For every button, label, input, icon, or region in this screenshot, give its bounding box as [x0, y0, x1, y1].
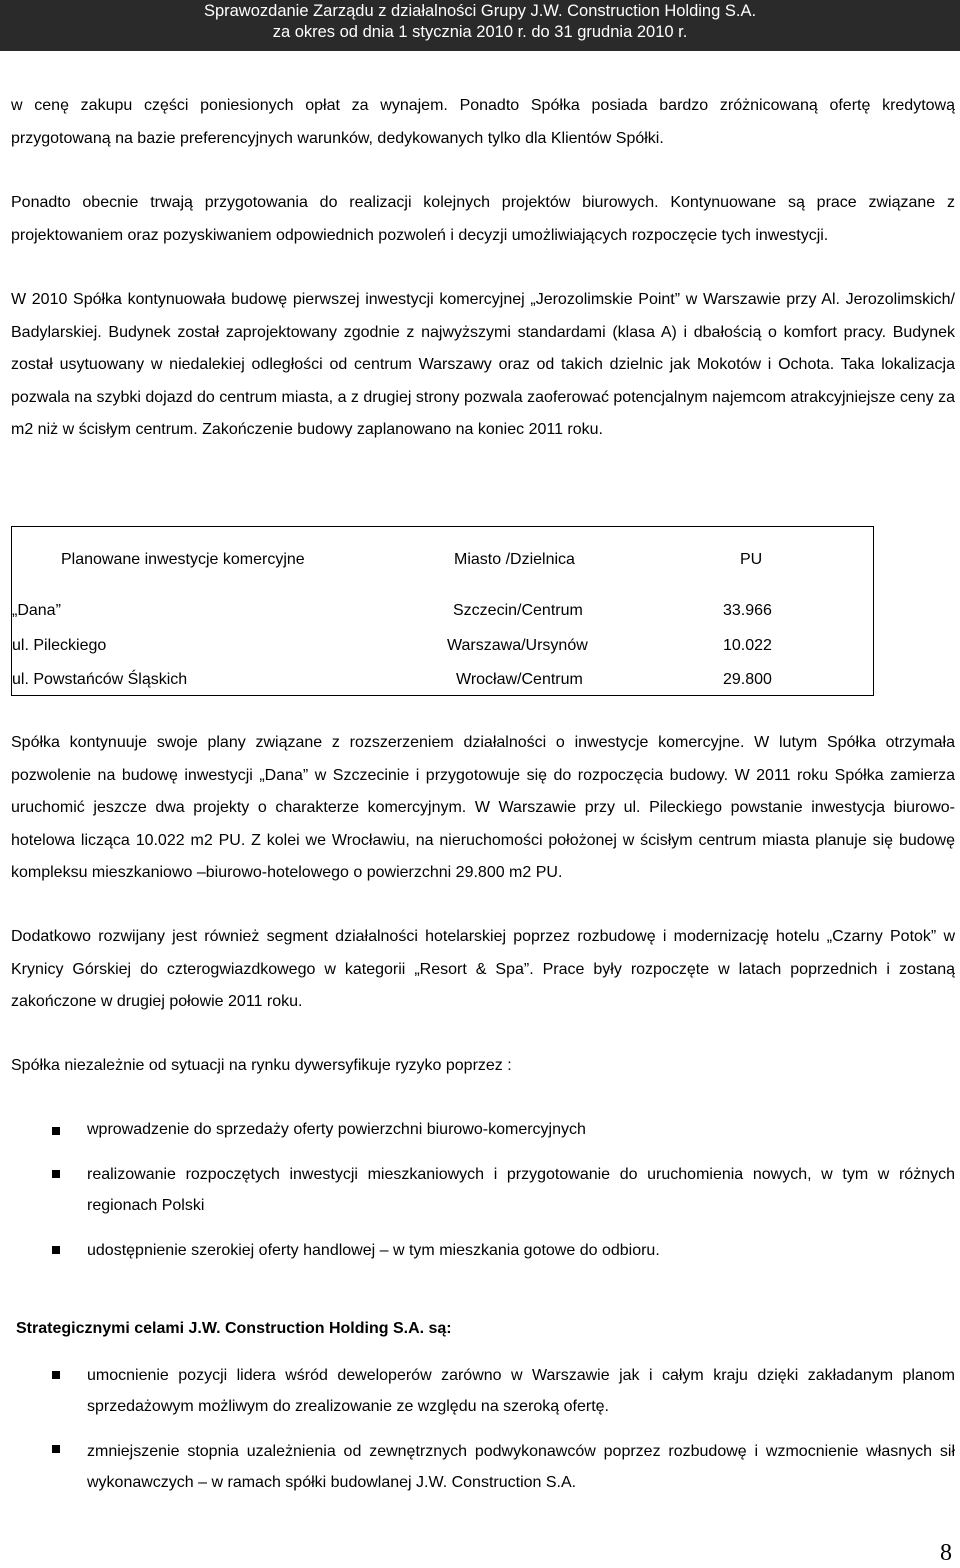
paragraph-commercial-plans: Spółka kontynuuje swoje plany związane z rozszerzeniem działalności o inwestycje komercyjne. W lutym Spółka otrzymała pozwolenie na budowę inwestycji „Dana” w Szczecinie i przygotowuje się do rozpoczęcia budowy. W 2011 roku Spółka zamierza uruchomić jeszcze dwa projekty o charakterze komercyjnym. W Warszawie przy ul. Pileckiego powstanie inwestycja biurowo-hotelowa licząca 10.022 m2 PU. Z kolei we Wrocławiu, na nieruchomości położonej w ścisłym centrum miasta planuje się budowę kompleksu mieszkaniowo –biurowo-hotelowego o powierzchni 29.800 m2 PU. [11, 734, 955, 881]
bullet-icon [52, 1246, 60, 1254]
list-item: zmniejszenie stopnia uzależnienia od zewnętrznych podwykonawców poprzez rozbudowę i wzmocnienie własnych sił wykonawczych – w ramach spółki budowlanej J.W. Construction S.A. [87, 1443, 955, 1491]
table-cell: ul. Powstańców Śląskich [12, 671, 188, 688]
table-cell: 10.022 [723, 637, 772, 654]
paragraph-diversification: Spółka niezależnie od sytuacji na rynku dywersyfikuje ryzyko poprzez : [11, 1057, 512, 1074]
list-item: umocnienie pozycji lidera wśród deweloperów zarówno w Warszawie jak i całym kraju dzięki zakładanym planom sprzedażowym możliwym do zrealizowanie ze względu na szeroką ofertę. [87, 1367, 955, 1415]
list-item: udostępnienie szerokiej oferty handlowej – w tym mieszkania gotowe do odbioru. [87, 1242, 660, 1259]
bullet-icon [52, 1127, 60, 1135]
table-header-city: Miasto /Dzielnica [454, 551, 575, 568]
strategic-goals-heading: Strategicznymi celami J.W. Construction Holding S.A. są: [16, 1320, 452, 1337]
table-cell: „Dana” [12, 602, 61, 619]
commercial-investments-table [11, 526, 874, 696]
page-number: 8 [940, 1540, 952, 1566]
bullet-icon [52, 1371, 60, 1379]
table-cell: Warszawa/Ursynów [447, 637, 588, 654]
header-line-2: za okres od dnia 1 stycznia 2010 r. do 31 grudnia 2010 r. [272, 23, 688, 41]
paragraph-office-projects: Ponadto obecnie trwają przygotowania do realizacji kolejnych projektów biurowych. Kontynuowane są prace związane z projektowaniem oraz pozyskiwaniem odpowiednich pozwoleń i decyzji umożliwiających rozpoczęcie tych inwestycji. [11, 194, 955, 244]
bullet-icon [52, 1170, 60, 1178]
paragraph-offer: w cenę zakupu części poniesionych opłat za wynajem. Ponadto Spółka posiada bardzo zróżnicowaną ofertę kredytową przygotowaną na bazie preferencyjnych warunków, dedykowanych tylko dla Klientów Spółki. [11, 97, 955, 147]
page-header [0, 0, 960, 51]
table-cell: Wrocław/Centrum [456, 671, 583, 688]
list-item: realizowanie rozpoczętych inwestycji mieszkaniowych i przygotowanie do uruchomienia nowych, w tym w różnych regionach Polski [87, 1166, 955, 1214]
table-header-pu: PU [740, 551, 763, 568]
table-cell: 29.800 [723, 671, 772, 688]
bullet-icon [52, 1445, 60, 1453]
paragraph-hotel-segment: Dodatkowo rozwijany jest również segment działalności hotelarskiej poprzez rozbudowę i modernizację hotelu „Czarny Potok” w Krynicy Górskiej do czterogwiazdkowego w kategorii „Resort & Spa”. Prace były rozpoczęte w latach poprzednich i zostaną zakończone w drugiej połowie 2011 roku. [11, 928, 955, 1010]
table-cell: Szczecin/Centrum [453, 602, 583, 619]
table-header-investment: Planowane inwestycje komercyjne [61, 551, 305, 568]
table-cell: ul. Pileckiego [12, 637, 107, 654]
paragraph-jerozolimskie-point: W 2010 Spółka kontynuowała budowę pierwszej inwestycji komercyjnej „Jerozolimskie Point” w Warszawie przy Al. Jerozolimskich/ Badylarskiej. Budynek został zaprojektowany zgodnie z najwyższymi standardami (klasa A) i dbałością o komfort pracy. Budynek został usytuowany w niedalekiej odległości od centrum Warszawy oraz od takich dzielnic jak Mokotów i Ochota. Taka lokalizacja pozwala na szybki dojazd do centrum miasta, a z drugiej strony pozwala zaoferować potencjalnym najemcom atrakcyjniejsze ceny za m2 niż w ścisłym centrum. Zakończenie budowy zaplanowano na koniec 2011 roku. [11, 291, 955, 438]
list-item: wprowadzenie do sprzedaży oferty powierzchni biurowo-komercyjnych [87, 1121, 586, 1138]
table-cell: 33.966 [723, 602, 772, 619]
header-line-1: Sprawozdanie Zarządu z działalności Grupy J.W. Construction Holding S.A. [203, 2, 757, 20]
